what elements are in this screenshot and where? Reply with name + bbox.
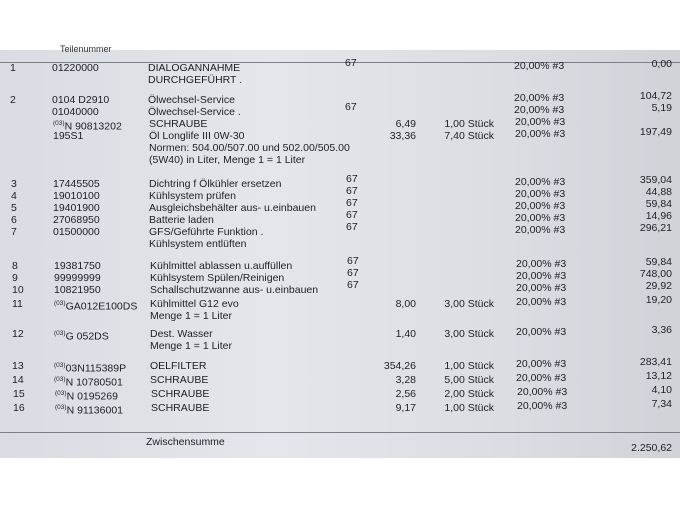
line-total: 59,84	[645, 198, 672, 210]
quantity: 2,00 Stück	[444, 388, 494, 400]
item-description: (5W40) in Liter, Menge 1 = 1 Liter	[149, 154, 306, 166]
part-number: $^{(03)}$GA012E100DS	[54, 300, 138, 313]
item-description: SCHRAUBE	[150, 374, 209, 386]
line-total: 19,20	[645, 294, 672, 306]
vat-rate: 20,00% #3	[515, 176, 566, 188]
work-code: 67	[346, 173, 358, 185]
unit-price: 354,26	[383, 360, 416, 372]
part-number: 01040000	[52, 106, 99, 118]
subtotal-rule	[0, 432, 680, 433]
row-number: 14	[12, 374, 24, 386]
line-total: 104,72	[639, 90, 672, 102]
item-description: Dichtring f Ölkühler ersetzen	[149, 178, 282, 190]
row-number: 15	[13, 388, 25, 400]
part-number: 19381750	[54, 260, 101, 272]
item-description: Öl Longlife III 0W-30	[149, 130, 245, 142]
work-code: 67	[346, 197, 358, 209]
work-code: 67	[347, 279, 359, 291]
vat-rate: 20,00% #3	[517, 386, 568, 398]
line-total: 7,34	[651, 398, 672, 410]
line-total: 5,19	[651, 102, 672, 114]
row-number: 8	[12, 260, 18, 272]
quantity: 1,00 Stück	[444, 360, 494, 372]
work-code: 67	[347, 255, 359, 267]
unit-price: 3,28	[395, 374, 416, 386]
line-total: 29,92	[645, 280, 672, 292]
item-description: Kühlsystem Spülen/Reinigen	[150, 272, 285, 284]
line-total: 283,41	[639, 356, 672, 368]
item-description: Ölwechsel-Service .	[148, 106, 241, 118]
line-total: 3,36	[651, 324, 672, 336]
line-total: 296,21	[639, 222, 672, 234]
line-total: 0,00	[651, 58, 672, 70]
quantity: 1,00 Stück	[444, 118, 494, 130]
row-number: 16	[13, 402, 25, 414]
part-prefix: (03)	[54, 362, 66, 369]
part-number: 01500000	[53, 226, 100, 238]
quantity: 3,00 Stück	[444, 328, 494, 340]
item-description: SCHRAUBE	[151, 388, 210, 400]
item-description: SCHRAUBE	[151, 402, 210, 414]
part-number: 99999999	[54, 272, 101, 284]
part-prefix: (03)	[55, 404, 67, 411]
unit-price: 2,56	[395, 388, 416, 400]
line-total: 59,84	[645, 256, 672, 268]
part-number: 10821950	[54, 284, 101, 296]
vat-rate: 20,00% #3	[514, 92, 565, 104]
item-description: Menge 1 = 1 Liter	[150, 340, 233, 352]
part-number: 0104 D2910	[52, 94, 110, 106]
part-prefix: (03)	[55, 390, 67, 397]
item-description: SCHRAUBE	[149, 118, 208, 130]
row-number: 12	[12, 328, 24, 340]
item-description: DURCHGEFÜHRT .	[148, 74, 243, 86]
row-number: 11	[12, 298, 23, 310]
item-description: Batterie laden	[149, 214, 214, 226]
column-header-fragment: Teilenummer	[60, 44, 112, 54]
row-number: 10	[12, 284, 24, 296]
work-code: 67	[347, 267, 359, 279]
vat-rate: 20,00% #3	[514, 104, 565, 116]
item-description: Dest. Wasser	[150, 328, 213, 340]
row-number: 9	[12, 272, 18, 284]
row-number: 5	[11, 202, 17, 214]
work-code: 67	[346, 185, 358, 197]
part-number: 27068950	[53, 214, 100, 226]
part-prefix: (03)	[53, 120, 65, 127]
quantity: 5,00 Stück	[444, 374, 494, 386]
row-number: 13	[12, 360, 24, 372]
work-code: 67	[346, 209, 358, 221]
part-number: $^{(03)}$03N115389P	[54, 362, 127, 375]
line-total: 4,10	[651, 384, 672, 396]
part-number: $^{(03)}$N 90813202	[53, 120, 122, 133]
part-number: 19010100	[53, 190, 100, 202]
subtotal-value: 2.250,62	[631, 442, 672, 454]
part-number: $^{(03)}$N 91136001	[55, 404, 123, 417]
part-number: $^{(03)}$G 052DS	[54, 330, 109, 343]
unit-price: 6,49	[395, 118, 416, 130]
vat-rate: 20,00% #3	[516, 372, 567, 384]
vat-rate: 20,00% #3	[516, 358, 567, 370]
line-total: 359,04	[639, 174, 672, 186]
vat-rate: 20,00% #3	[516, 326, 567, 338]
part-number: $^{(03)}$N 10780501	[54, 376, 123, 389]
part-number: 19401900	[53, 202, 100, 214]
item-description: Kühlsystem entlüften	[149, 238, 247, 250]
part-prefix: (03)	[54, 300, 66, 307]
unit-price: 9,17	[395, 402, 416, 414]
part-number: $^{(03)}$N 0195269	[55, 390, 118, 403]
work-code: 67	[345, 101, 357, 113]
part-number: 17445505	[53, 178, 100, 190]
line-total: 44,88	[645, 186, 672, 198]
item-description: Kühlmittel ablassen u.auffüllen	[150, 260, 293, 272]
row-number: 7	[11, 226, 17, 238]
vat-rate: 20,00% #3	[515, 128, 566, 140]
item-description: OELFILTER	[150, 360, 207, 372]
work-code: 67	[345, 57, 357, 69]
vat-rate: 20,00% #3	[515, 200, 566, 212]
item-description: Kühlsystem prüfen	[149, 190, 236, 202]
line-total: 748,00	[639, 268, 672, 280]
unit-price: 33,36	[389, 130, 416, 142]
vat-rate: 20,00% #3	[516, 296, 567, 308]
work-code: 67	[346, 221, 358, 233]
header-rule	[0, 62, 680, 63]
item-description: Schallschutzwanne aus- u.einbauen	[150, 284, 319, 296]
row-number: 4	[11, 190, 17, 202]
vat-rate: 20,00% #3	[515, 224, 566, 236]
item-description: Normen: 504.00/507.00 und 502.00/505.00	[149, 142, 350, 154]
invoice-paper	[0, 44, 680, 458]
line-total: 197,49	[639, 126, 672, 138]
vat-rate: 20,00% #3	[516, 270, 567, 282]
item-description: Ausgleichsbehälter aus- u.einbauen	[149, 202, 316, 214]
row-number: 1	[10, 62, 16, 74]
quantity: 3,00 Stück	[444, 298, 494, 310]
quantity: 7,40 Stück	[444, 130, 494, 142]
vat-rate: 20,00% #3	[515, 212, 566, 224]
row-number: 3	[11, 178, 17, 190]
item-description: Kühlmittel G12 evo	[150, 298, 239, 310]
vat-rate: 20,00% #3	[515, 116, 566, 128]
vat-rate: 20,00% #3	[516, 258, 567, 270]
item-description: GFS/Geführte Funktion .	[149, 226, 264, 238]
part-prefix: (03)	[54, 376, 66, 383]
unit-price: 1,40	[395, 328, 416, 340]
vat-rate: 20,00% #3	[517, 400, 568, 412]
part-number: 01220000	[52, 62, 99, 74]
line-total: 13,12	[645, 370, 672, 382]
vat-rate: 20,00% #3	[516, 282, 567, 294]
vat-rate: 20,00% #3	[515, 188, 566, 200]
quantity: 1,00 Stück	[444, 402, 494, 414]
item-description: DIALOGANNAHME	[148, 62, 241, 74]
item-description: Menge 1 = 1 Liter	[150, 310, 233, 322]
row-number: 2	[10, 94, 16, 106]
row-number: 6	[11, 214, 17, 226]
part-number: 195S1	[53, 130, 84, 142]
part-prefix: (03)	[54, 330, 66, 337]
subtotal-label: Zwischensumme	[146, 436, 225, 448]
line-total: 14,96	[645, 210, 672, 222]
item-description: Ölwechsel-Service	[148, 94, 235, 106]
unit-price: 8,00	[395, 298, 416, 310]
vat-rate: 20,00% #3	[514, 60, 565, 72]
